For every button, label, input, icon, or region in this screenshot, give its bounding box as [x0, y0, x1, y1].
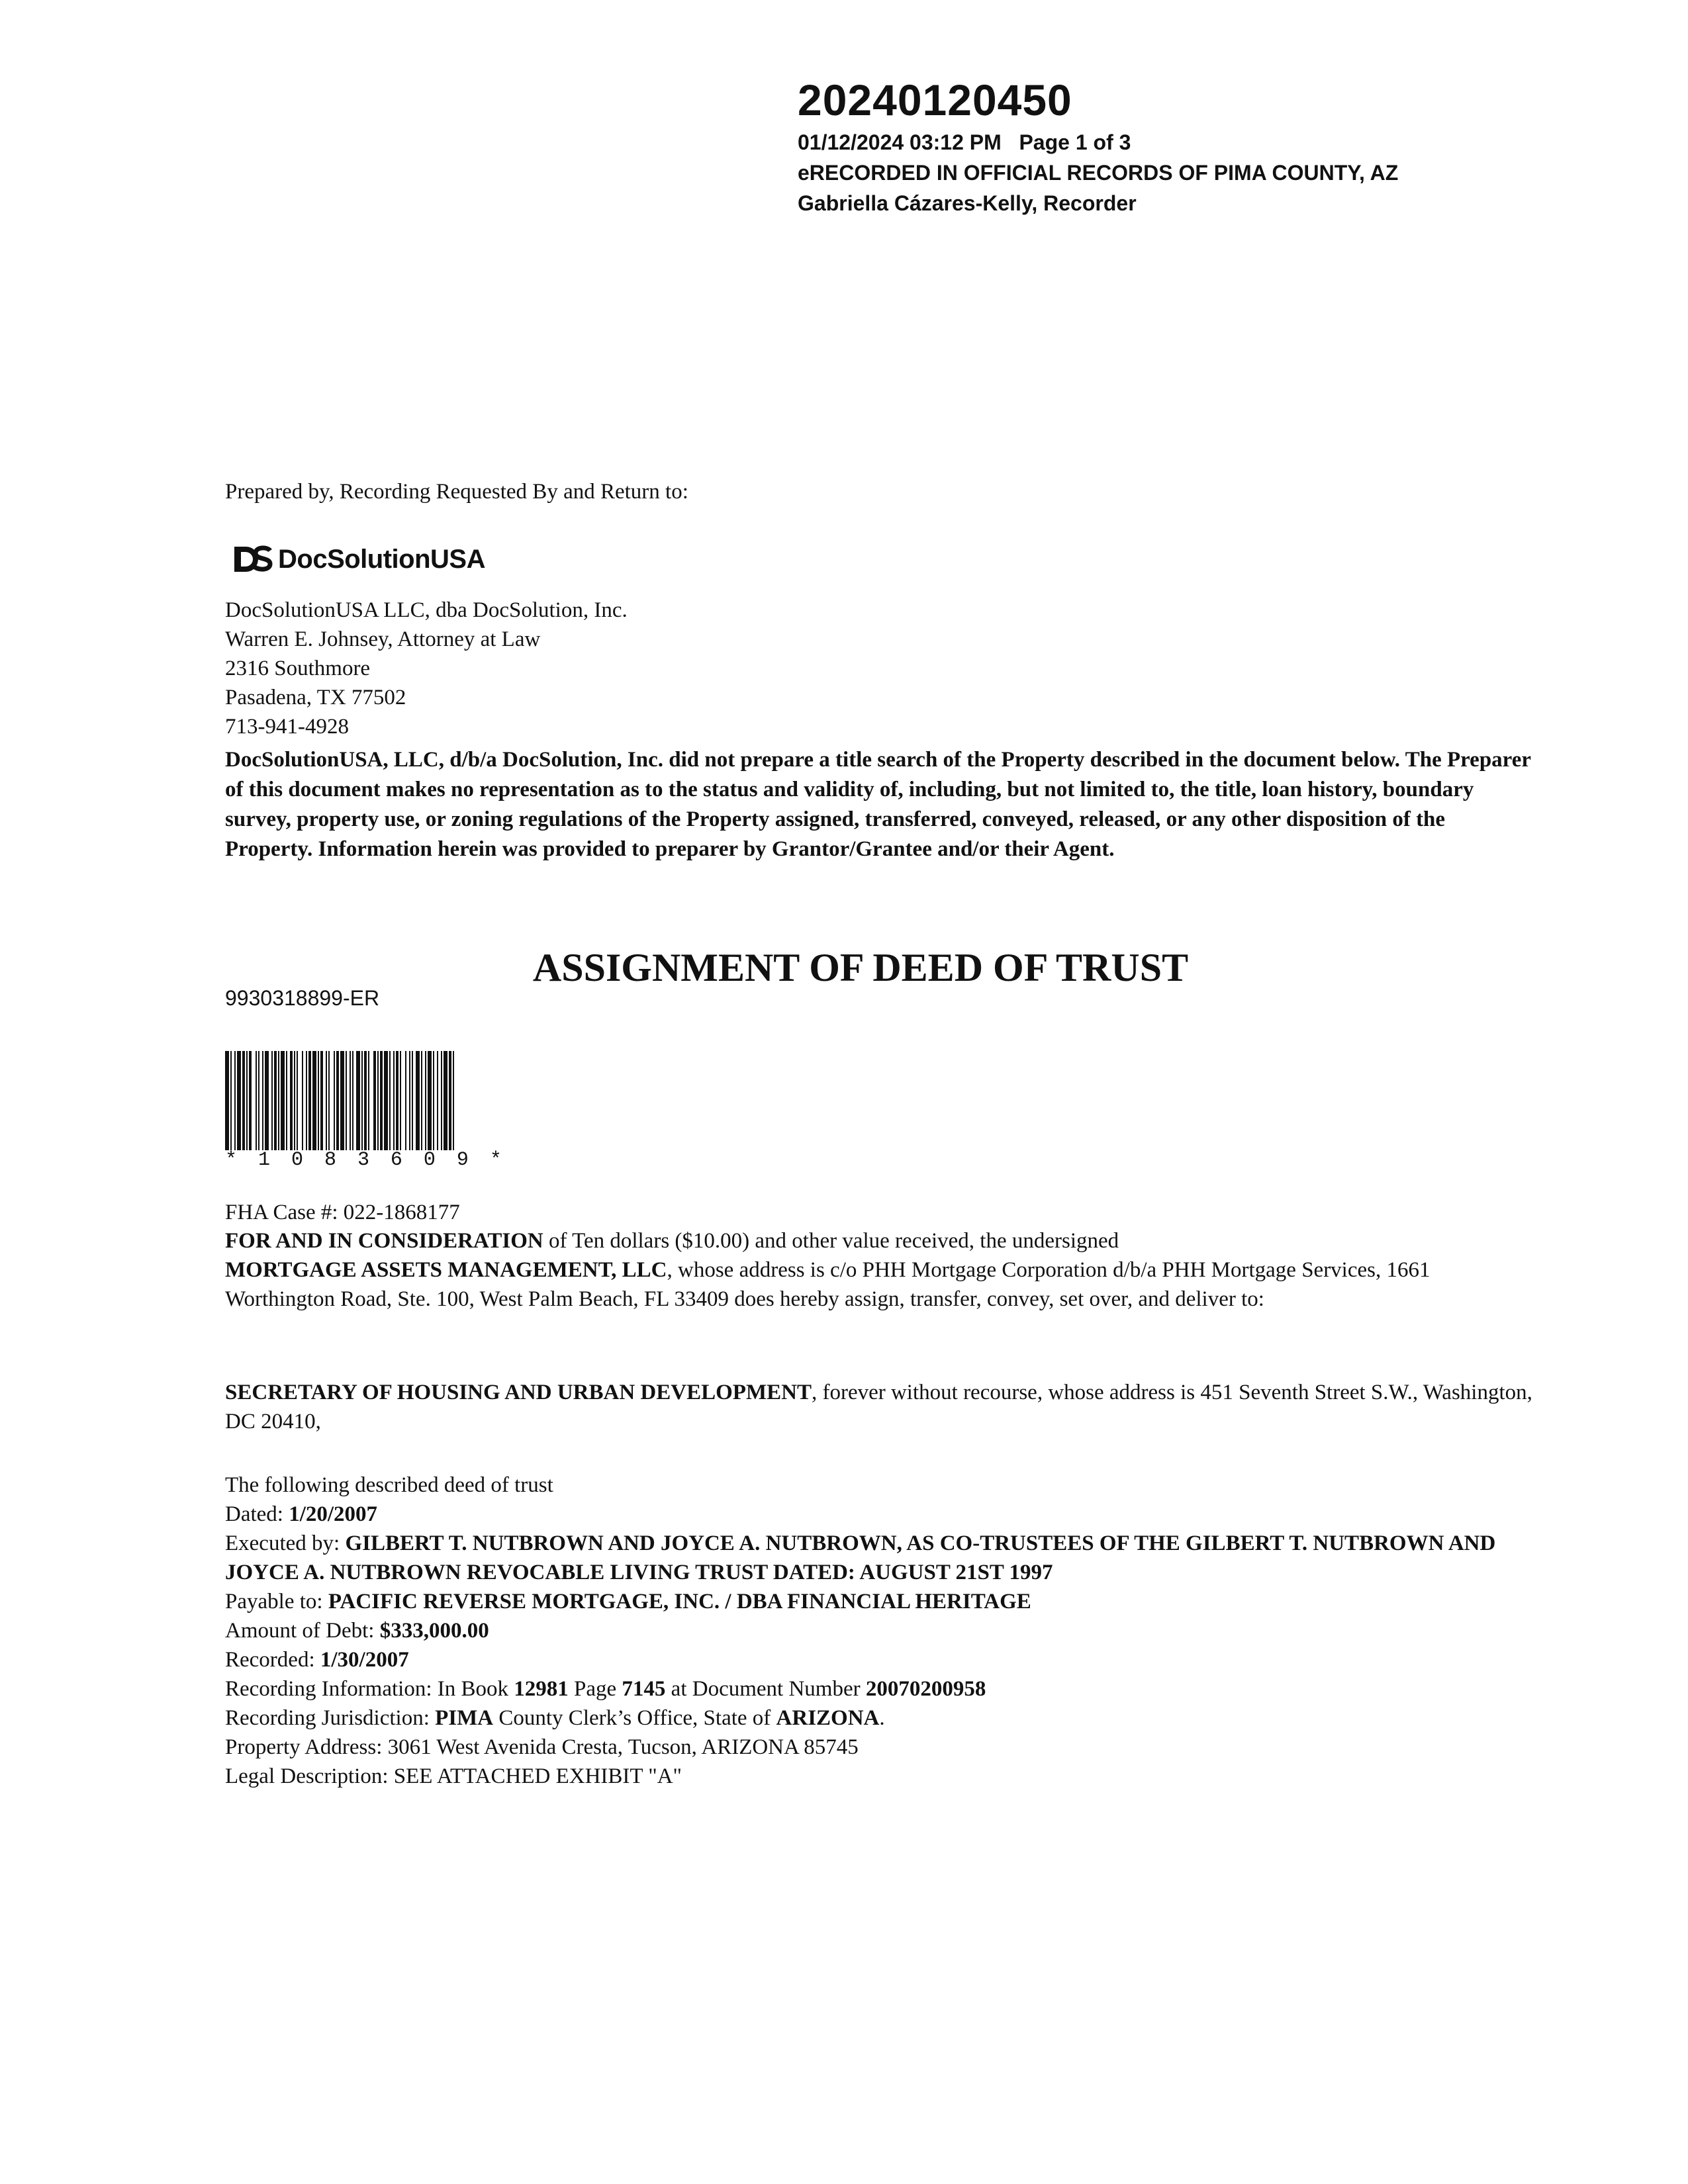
barcode-bar: [350, 1051, 351, 1150]
barcode-bar: [237, 1051, 241, 1150]
barcode-bar: [352, 1051, 353, 1150]
barcode-bar: [405, 1051, 406, 1150]
barcode-bar: [302, 1051, 303, 1150]
recinfo-label: Recording Information: In Book: [225, 1677, 514, 1701]
payable-label: Payable to:: [225, 1590, 328, 1614]
barcode-bar: [312, 1051, 316, 1150]
barcode-bar: [393, 1051, 395, 1150]
barcode-bar: [246, 1051, 248, 1150]
barcode-bar: [396, 1051, 399, 1150]
deed-legal-description: Legal Description: SEE ATTACHED EXHIBIT "A": [225, 1764, 682, 1788]
jurisdiction-state: ARIZONA: [776, 1706, 880, 1730]
deed-recorded: [225, 1645, 1536, 1674]
dated-label: Dated:: [225, 1502, 289, 1526]
deed-recording-info: [225, 1674, 1536, 1704]
barcode-bar: [377, 1051, 379, 1150]
deed-amount: [225, 1616, 1536, 1645]
jurisdiction-end: .: [879, 1706, 885, 1730]
barcode-bar: [297, 1051, 298, 1150]
recording-office: eRECORDED IN OFFICIAL RECORDS OF PIMA COUNTY, AZ: [798, 161, 1399, 185]
deed-jurisdiction: [225, 1704, 1536, 1733]
barcode-bar: [389, 1051, 391, 1150]
amount-value: $333,000.00: [379, 1619, 489, 1643]
logo-text: DocSolutionUSA: [278, 544, 485, 574]
docnum-label: at Document Number: [665, 1677, 866, 1701]
assignor-name: MORTGAGE ASSETS MANAGEMENT, LLC: [225, 1258, 667, 1282]
address-company: DocSolutionUSA LLC, dba DocSolution, Inc.: [225, 598, 628, 622]
deed-property-address: Property Address: 3061 West Avenida Cresta, Tucson, ARIZONA 85745: [225, 1735, 859, 1759]
barcode-bar: [306, 1051, 307, 1150]
barcode-bar: [437, 1051, 438, 1150]
loan-number: 9930318899-ER: [225, 986, 380, 1010]
recorded-value: 1/30/2007: [320, 1648, 409, 1672]
deed-executed: [225, 1529, 1536, 1587]
consideration-paragraph: [225, 1226, 1536, 1314]
barcode-char: 3: [357, 1149, 369, 1171]
barcode-bar: [258, 1051, 259, 1150]
barcode-bar: [290, 1051, 293, 1150]
book-value: 12981: [514, 1677, 569, 1701]
payable-value: PACIFIC REVERSE MORTGAGE, INC. / DBA FINANCIAL HERITAGE: [328, 1590, 1031, 1614]
preparer-disclaimer: DocSolutionUSA, LLC, d/b/a DocSolution, Inc. did not prepare a title search of the Property described in the document below. The Preparer of this document makes no representation as to the status and validity of, including, but not limited to, the title, loan history, boundary survey, property use, or zoning regulations of the Property assigned, transferred, conveyed, released, or any other disposition of the Property. Information herein was provided to preparer by Grantor/Grantee and/or their Agent.: [225, 748, 1531, 861]
page-count: Page 1 of 3: [1019, 130, 1131, 154]
recorded-label: Recorded:: [225, 1648, 320, 1672]
address-attorney: Warren E. Johnsey, Attorney at Law: [225, 627, 541, 651]
barcode-bar: [278, 1051, 279, 1150]
assignee-paragraph: [225, 1378, 1536, 1436]
barcode-char: 0: [291, 1149, 303, 1171]
assignee-name: SECRETARY OF HOUSING AND URBAN DEVELOPMENT: [225, 1381, 812, 1404]
barcode-bar: [256, 1051, 257, 1150]
barcode-char: 6: [390, 1149, 402, 1171]
consideration-lead: FOR AND IN CONSIDERATION: [225, 1229, 543, 1253]
barcode-bar: [294, 1051, 295, 1150]
dated-value: 1/20/2007: [289, 1502, 378, 1526]
barcode-char: 1: [258, 1149, 270, 1171]
barcode-bar: [425, 1051, 426, 1150]
barcode-bar: [249, 1051, 252, 1150]
barcode-bar: [242, 1051, 245, 1150]
barcode-char: 0: [423, 1149, 436, 1171]
barcode-bar: [421, 1051, 422, 1150]
barcode-bar: [318, 1051, 319, 1150]
barcode-bar: [441, 1051, 442, 1150]
barcode-bar: [364, 1051, 367, 1150]
preparer-address: [225, 596, 628, 741]
fha-case-number: FHA Case #: 022-1868177: [225, 1201, 460, 1224]
recording-datetime: 01/12/2024 03:12 PM: [798, 130, 1002, 154]
barcode-bar: [384, 1051, 388, 1150]
barcode-char: *: [225, 1149, 238, 1171]
page-label: Page: [568, 1677, 622, 1701]
jurisdiction-mid: County Clerk’s Office, State of: [493, 1706, 776, 1730]
consideration-lead-rest: of Ten dollars ($10.00) and other value received, the undersigned: [543, 1229, 1119, 1253]
barcode-bar: [356, 1051, 360, 1150]
assignee-details: , forever without recourse, whose address is 451 Seventh Street S.W., Washington, DC 20410,: [225, 1381, 1532, 1433]
docnum-value: 20070200958: [865, 1677, 986, 1701]
barcode-bar: [265, 1051, 269, 1150]
barcode-bar: [274, 1051, 277, 1150]
page-value: 7145: [622, 1677, 666, 1701]
recording-stamp: [798, 73, 1398, 218]
barcode-bar: [444, 1051, 447, 1150]
barcode: [225, 1051, 502, 1150]
barcode-bar: [433, 1051, 434, 1150]
barcode-bar: [328, 1051, 330, 1150]
jurisdiction-label: Recording Jurisdiction:: [225, 1706, 436, 1730]
barcode-bar: [271, 1051, 273, 1150]
barcode-char: 9: [456, 1149, 469, 1171]
ds-logo-icon: [233, 544, 273, 574]
barcode-bar: [409, 1051, 410, 1150]
barcode-bar: [286, 1051, 287, 1150]
barcode-bar: [320, 1051, 323, 1150]
barcode-bar: [453, 1051, 454, 1150]
recording-datetime-line: [798, 127, 1398, 158]
barcode-bar: [373, 1051, 376, 1150]
barcode-bar: [340, 1051, 344, 1150]
assignor-details: , whose address is c/o PHH Mortgage Corporation d/b/a PHH Mortgage Services, 1661 Worthington Road, Ste. 100, West Palm Beach, FL 33409 does hereby assign, transfer, convey, set over, and deliver to:: [225, 1258, 1430, 1311]
address-phone: 713-941-4928: [225, 715, 349, 739]
address-street: 2316 Southmore: [225, 657, 371, 680]
barcode-bar: [334, 1051, 335, 1150]
jurisdiction-county: PIMA: [435, 1706, 494, 1730]
barcode-bar: [361, 1051, 363, 1150]
barcode-bar: [308, 1051, 311, 1150]
barcode-bar: [234, 1051, 236, 1150]
barcode-bar: [449, 1051, 451, 1150]
executed-label: Executed by:: [225, 1531, 346, 1555]
recording-number: 20240120450: [798, 75, 1072, 124]
deed-dated: [225, 1500, 1536, 1529]
deed-payable: [225, 1587, 1536, 1616]
barcode-char: *: [489, 1149, 502, 1171]
barcode-bar: [262, 1051, 263, 1150]
barcode-bar: [336, 1051, 339, 1150]
barcode-bar: [346, 1051, 347, 1150]
barcode-bar: [230, 1051, 232, 1150]
address-city: Pasadena, TX 77502: [225, 686, 406, 709]
recorder-name: Gabriella Cázares-Kelly, Recorder: [798, 191, 1137, 215]
executed-value: GILBERT T. NUTBROWN AND JOYCE A. NUTBROWN, AS CO-TRUSTEES OF THE GILBERT T. NUTBROWN AND JOYCE A. NUTBROWN REVOCABLE LIVING TRUST DATED: AUGUST 21ST 1997: [225, 1531, 1496, 1584]
barcode-bar: [428, 1051, 432, 1150]
barcode-char: 8: [324, 1149, 336, 1171]
barcode-bar: [416, 1051, 420, 1150]
barcode-bar: [400, 1051, 401, 1150]
barcode-bar: [225, 1051, 229, 1150]
barcode-bar: [380, 1051, 383, 1150]
deed-details: [225, 1471, 1536, 1791]
barcode-bar: [412, 1051, 413, 1150]
deed-intro: The following described deed of trust: [225, 1473, 553, 1497]
barcode-bar: [281, 1051, 285, 1150]
amount-label: Amount of Debt:: [225, 1619, 380, 1643]
prepared-by-heading: Prepared by, Recording Requested By and Return to:: [225, 480, 688, 504]
barcode-bar: [326, 1051, 327, 1150]
barcode-bar: [368, 1051, 369, 1150]
docsolution-logo: [233, 544, 485, 574]
barcode-human-readable: [225, 1149, 502, 1171]
document-title: ASSIGNMENT OF DEED OF TRUST: [532, 946, 1189, 989]
